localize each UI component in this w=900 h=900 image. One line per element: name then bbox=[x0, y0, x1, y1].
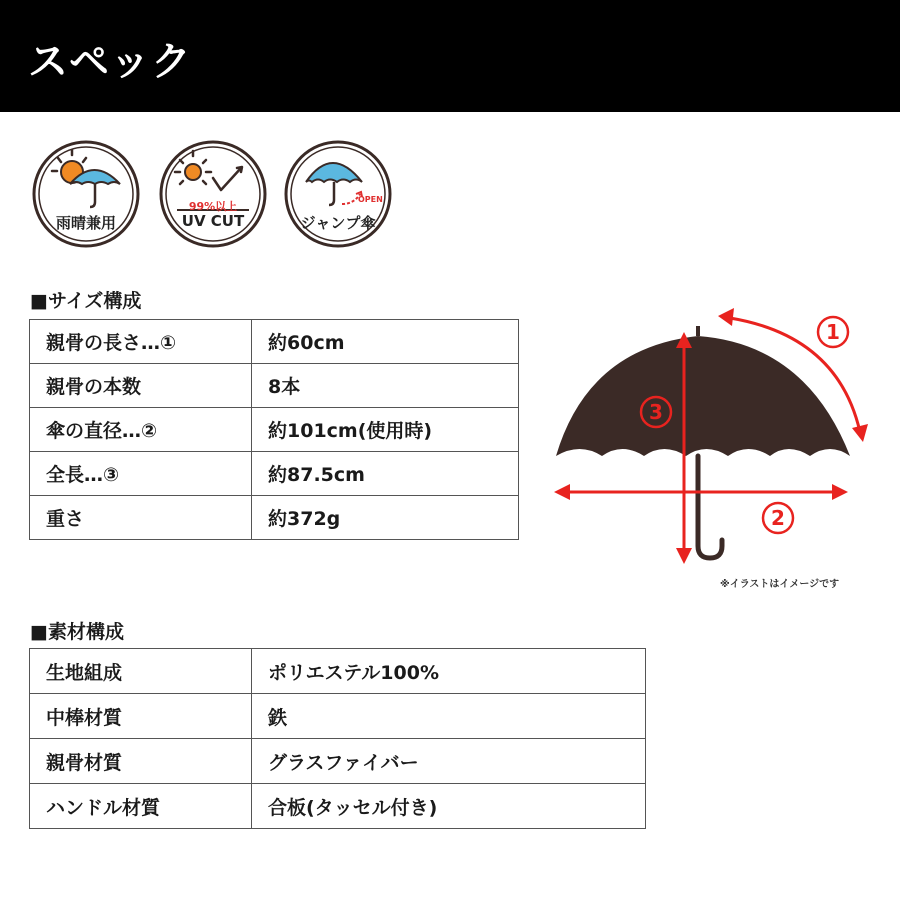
spec-label: 親骨の長さ…① bbox=[30, 320, 252, 364]
badge-open-label: OPEN bbox=[358, 195, 383, 204]
spec-label: ハンドル材質 bbox=[30, 784, 252, 829]
table-row bbox=[30, 320, 519, 364]
table-row bbox=[30, 408, 519, 452]
sun-umbrella-icon bbox=[30, 138, 142, 250]
badge-uv-cut bbox=[157, 138, 269, 250]
spec-label: 生地組成 bbox=[30, 649, 252, 694]
table-row bbox=[30, 364, 519, 408]
svg-text:3: 3 bbox=[649, 400, 663, 424]
page-title: スペック bbox=[28, 39, 192, 85]
table-row bbox=[30, 496, 519, 540]
arrowhead-icon bbox=[852, 424, 868, 442]
arrowhead-icon bbox=[718, 308, 734, 326]
svg-text:2: 2 bbox=[771, 506, 785, 530]
spec-label: 傘の直径…② bbox=[30, 408, 252, 452]
badge-label: UV CUT bbox=[181, 212, 245, 230]
umbrella-handle bbox=[698, 456, 722, 558]
spec-value: ポリエステル100% bbox=[252, 649, 646, 694]
badge-jump-umbrella bbox=[282, 138, 394, 250]
table-row bbox=[30, 452, 519, 496]
spec-value: 約60cm bbox=[252, 320, 519, 364]
arrowhead-icon bbox=[832, 484, 848, 500]
spec-value: 鉄 bbox=[252, 694, 646, 739]
uv-sun-icon bbox=[157, 138, 269, 250]
marker-3 bbox=[641, 397, 671, 427]
badge-rain-sun bbox=[30, 138, 142, 250]
table-row bbox=[30, 784, 646, 829]
spec-label: 親骨材質 bbox=[30, 739, 252, 784]
marker-2 bbox=[763, 503, 793, 533]
table-row bbox=[30, 694, 646, 739]
spec-value: グラスファイバー bbox=[252, 739, 646, 784]
header-bar bbox=[0, 0, 900, 112]
size-table bbox=[29, 319, 519, 540]
umbrella-canopy bbox=[556, 336, 850, 456]
arrowhead-icon bbox=[676, 548, 692, 564]
table-row bbox=[30, 739, 646, 784]
spec-value: 8本 bbox=[252, 364, 519, 408]
badge-label: ジャンプ傘 bbox=[300, 214, 376, 232]
spec-value: 約372g bbox=[252, 496, 519, 540]
spec-label: 全長…③ bbox=[30, 452, 252, 496]
illustration-note: ※イラストはイメージです bbox=[720, 579, 840, 590]
spec-label: 親骨の本数 bbox=[30, 364, 252, 408]
spec-value: 約101cm(使用時) bbox=[252, 408, 519, 452]
spec-label: 重さ bbox=[30, 496, 252, 540]
svg-text:1: 1 bbox=[826, 320, 840, 344]
badge-label: 雨晴兼用 bbox=[55, 214, 116, 232]
size-section-title: ■サイズ構成 bbox=[30, 290, 142, 312]
badge-sub-label: 99%以上 bbox=[188, 200, 238, 213]
arrowhead-icon bbox=[554, 484, 570, 500]
umbrella-diagram bbox=[548, 296, 888, 582]
jump-umbrella-icon bbox=[282, 138, 394, 250]
spec-value: 約87.5cm bbox=[252, 452, 519, 496]
material-section-title: ■素材構成 bbox=[30, 621, 124, 643]
material-table bbox=[29, 648, 646, 829]
spec-value: 合板(タッセル付き) bbox=[252, 784, 646, 829]
spec-label: 中棒材質 bbox=[30, 694, 252, 739]
marker-1 bbox=[818, 317, 848, 347]
table-row bbox=[30, 649, 646, 694]
